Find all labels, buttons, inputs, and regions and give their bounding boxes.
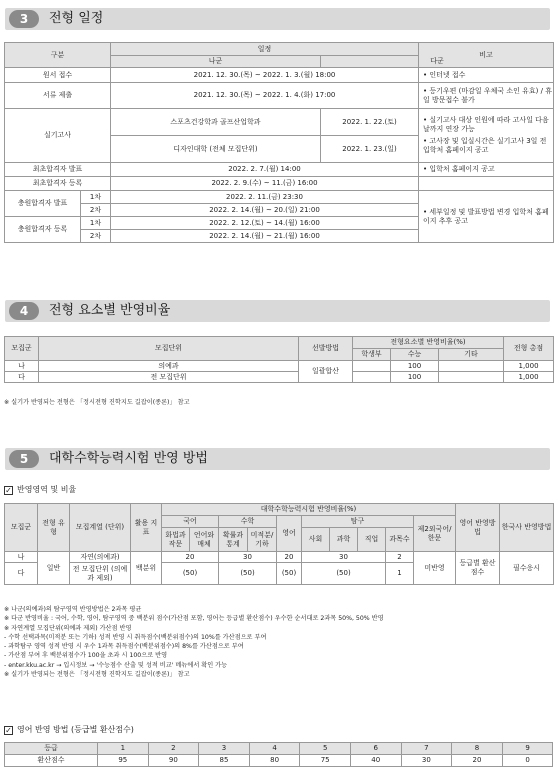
- cell: 2: [386, 552, 414, 563]
- remark: [419, 177, 554, 191]
- cell: 자연(의예과): [70, 552, 131, 563]
- checkbox-icon: ✓: [5, 726, 12, 735]
- footnote: ※ 다군 반영비율 : 국어, 수학, 영어, 탐구영역 중 백분위 점수(가산점 포함, 영어는 등급별 환산점수) 우수한 순서대로 2과목 50%, 50% 반영: [4, 615, 384, 623]
- cell: 90: [148, 755, 199, 767]
- section-header: [5, 300, 550, 322]
- cell: 4: [249, 743, 300, 755]
- cell: 2022. 2. 7.(월) 14:00: [111, 163, 419, 177]
- header-cell: 비고: [419, 43, 554, 68]
- subheading: [4, 724, 134, 736]
- section-header: [5, 8, 550, 30]
- cell: 30: [219, 552, 277, 563]
- row-label: 충원합격자 발표: [5, 191, 81, 217]
- cell: 95: [98, 755, 149, 767]
- cell: 백분위: [131, 552, 162, 585]
- header-cell: 모집단위: [39, 337, 299, 361]
- cell: 30: [401, 755, 452, 767]
- footnote: ※ 나군(의예과)의 탐구영역 반영방법은 2과목 평균: [4, 606, 142, 613]
- row-label: 충원합격자 등록: [5, 217, 81, 243]
- cell: 40: [350, 755, 401, 767]
- cell: 미반영: [414, 552, 456, 585]
- cell: 1: [98, 743, 149, 755]
- remark-line: • 실기고사 대상 인원에 따라 고사일 다음날까지 연장 가능: [423, 116, 549, 133]
- header-cell: 제2외국어/ 한문: [414, 516, 456, 552]
- cell: (50): [277, 563, 302, 585]
- header-cell: 영어 반영방법: [456, 504, 500, 552]
- cell: 2022. 1. 23.(일): [321, 136, 419, 163]
- cell: 등급별 환산점수: [456, 552, 500, 585]
- cell: 2022. 2. 11.(금) 23:30: [111, 191, 419, 204]
- footnote-list: [4, 605, 384, 679]
- section-header: [5, 448, 550, 470]
- cell: 다: [5, 372, 39, 383]
- header-cell: 대학수학능력시험 반영비율(%): [162, 504, 456, 516]
- cell: 2022. 2. 14.(월) ~ 21.(월) 16:00: [111, 230, 419, 243]
- cell: 디자인대학 (전체 모집단위): [111, 136, 321, 163]
- cell: 100: [391, 372, 439, 383]
- cell: 1차: [81, 191, 111, 204]
- cell: 9: [502, 743, 553, 755]
- section-number: 4: [9, 302, 39, 320]
- cell: 20: [162, 552, 219, 563]
- cell: (50): [302, 563, 386, 585]
- footnote: ※ 실기가 반영되는 전형은 「정시전형 진학지도 길잡이(종론)」 참고: [4, 399, 190, 406]
- header-cell: 언어와 매체: [190, 528, 219, 552]
- cell: (50): [219, 563, 277, 585]
- header-cell: 직업: [358, 528, 386, 552]
- remark: [419, 109, 554, 163]
- cell: [439, 372, 504, 383]
- remark: • 입학처 홈페이지 공고: [419, 163, 554, 177]
- cell: 20: [452, 755, 503, 767]
- checkbox-icon: ✓: [5, 486, 12, 495]
- header-cell: 사회: [302, 528, 330, 552]
- header-cell: 한국사 반영방법: [500, 504, 554, 552]
- footnote: - 가산점 부여 후 백분위점수가 100을 초과 시 100으로 반영: [4, 652, 168, 660]
- header-cell: 모집군: [5, 504, 38, 552]
- cell: 2021. 12. 30.(목) ~ 2022. 1. 3.(월) 18:00: [111, 68, 419, 83]
- header-cell: 국어: [162, 516, 219, 528]
- header-cell: 과목수: [386, 528, 414, 552]
- cell: 20: [277, 552, 302, 563]
- section-number: 3: [9, 10, 39, 28]
- cell: 1,000: [504, 361, 554, 372]
- cell: 나: [5, 552, 38, 563]
- cell: 1차: [81, 217, 111, 230]
- header-cell: 수능: [391, 349, 439, 361]
- cell: 2차: [81, 230, 111, 243]
- remark: • 인터넷 접수: [419, 68, 554, 83]
- header-cell: 학생부: [353, 349, 391, 361]
- cell: 7: [401, 743, 452, 755]
- footnote: - 수학 선택과목(미적분 또는 기하) 성적 반영 시 취득점수(백분위점수)의 10%를 가산점으로 부여: [4, 633, 267, 641]
- header-cell: 과학: [330, 528, 358, 552]
- cell: 2차: [81, 204, 111, 217]
- remark: • 세부일정 및 발표방법 변경 입학처 홈페이지 추후 공고: [419, 191, 554, 243]
- header-cell: 전형요소별 반영비율(%): [353, 337, 504, 349]
- cell: 전 모집단위 (의예과 제외): [70, 563, 131, 585]
- cell: 1,000: [504, 372, 554, 383]
- header-cell: 모집계열 (단위): [70, 504, 131, 552]
- cell: 0: [502, 755, 553, 767]
- subheading-text: 반영영역 및 비율: [17, 485, 77, 494]
- cell: 2022. 2. 14.(월) ~ 20.(일) 21:00: [111, 204, 419, 217]
- footnote: ※ 실기가 반영되는 전형은 「정시전형 진학지도 길잡이(종론)」 참고: [4, 671, 190, 679]
- cell: 100: [391, 361, 439, 372]
- header-cell: 일정: [111, 43, 419, 56]
- header-cell: 다군: [321, 56, 554, 68]
- row-label: 원서 접수: [5, 68, 111, 83]
- cell: 다: [5, 563, 38, 585]
- cell: 일반: [38, 552, 70, 585]
- cell: 3: [199, 743, 250, 755]
- header-cell: 선발방법: [299, 337, 353, 361]
- row-label: 최초합격자 등록: [5, 177, 111, 191]
- cell: 필수응시: [500, 552, 554, 585]
- cell: 8: [452, 743, 503, 755]
- header-cell: 모집군: [5, 337, 39, 361]
- english-grade-table: [4, 742, 553, 767]
- cell: (50): [162, 563, 219, 585]
- cell: [353, 372, 391, 383]
- subheading-text: 영어 반영 방법 (등급별 환산점수): [17, 725, 134, 734]
- remark-line: • 고사장 및 입실시간은 실기고사 3일 전 입학처 홈페이지 공고: [423, 137, 547, 154]
- csat-table: [4, 503, 554, 585]
- cell: 2022. 2. 12.(토) ~ 14.(월) 16:00: [111, 217, 419, 230]
- cell: 30: [302, 552, 386, 563]
- cell: 스포츠건강학과 골프산업학과: [111, 109, 321, 136]
- header-cell: 화법과 작문: [162, 528, 190, 552]
- cell: 6: [350, 743, 401, 755]
- header-cell: 수학: [219, 516, 277, 528]
- cell: 2: [148, 743, 199, 755]
- cell: 75: [300, 755, 351, 767]
- section-title: 전형 요소별 반영비율: [49, 303, 171, 318]
- header-cell: 미적분/ 기하: [248, 528, 277, 552]
- header-cell: 확률과 통계: [219, 528, 248, 552]
- cell: 85: [199, 755, 250, 767]
- row-label: 서류 제출: [5, 83, 111, 109]
- row-label: 환산점수: [5, 755, 98, 767]
- cell: 일괄합산: [299, 361, 353, 383]
- footnote: - enter.kku.ac.kr → 입시정보 → '수능점수 산출 및 성적 비교' 메뉴에서 확인 가능: [4, 661, 228, 669]
- section-title: 전형 일정: [49, 11, 104, 26]
- header-cell: 나군: [111, 56, 321, 68]
- row-label: 최초합격자 발표: [5, 163, 111, 177]
- cell: [439, 361, 504, 372]
- cell: 2022. 2. 9.(수) ~ 11.(금) 16:00: [111, 177, 419, 191]
- cell: 2021. 12. 30.(목) ~ 2022. 1. 4.(화) 17:00: [111, 83, 419, 109]
- header-cell: 활용 지표: [131, 504, 162, 552]
- header-cell: 탐구: [302, 516, 414, 528]
- subheading: [4, 484, 76, 496]
- cell: 나: [5, 361, 39, 372]
- row-label: 등급: [5, 743, 98, 755]
- header-cell: 구분: [5, 43, 111, 68]
- header-cell: 전형 유형: [38, 504, 70, 552]
- header-cell: 기타: [439, 349, 504, 361]
- section-number: 5: [9, 450, 39, 468]
- schedule-table: [4, 42, 554, 243]
- ratio-table: [4, 336, 554, 383]
- row-label: 실기고사: [5, 109, 111, 163]
- cell: [353, 361, 391, 372]
- cell: 전 모집단위: [39, 372, 299, 383]
- cell: 5: [300, 743, 351, 755]
- header-cell: 영어: [277, 516, 302, 552]
- cell: 80: [249, 755, 300, 767]
- footnote: ※ 자연계열 모집단위(의예과 제외) 가산점 반영: [4, 624, 132, 632]
- section-title: 대학수학능력시험 반영 방법: [49, 451, 208, 466]
- cell: 2022. 1. 22.(토): [321, 109, 419, 136]
- remark: • 등기우편 (마감일 우체국 소인 유효) / 휴일 방문접수 불가: [419, 83, 554, 109]
- footnote: - 과학탐구 영역 성적 반영 시 우수 1과목 취득점수(백분위점수)의 8%를 가산점으로 부여: [4, 643, 244, 651]
- cell: 1: [386, 563, 414, 585]
- cell: 의예과: [39, 361, 299, 372]
- header-cell: 전형 총점: [504, 337, 554, 361]
